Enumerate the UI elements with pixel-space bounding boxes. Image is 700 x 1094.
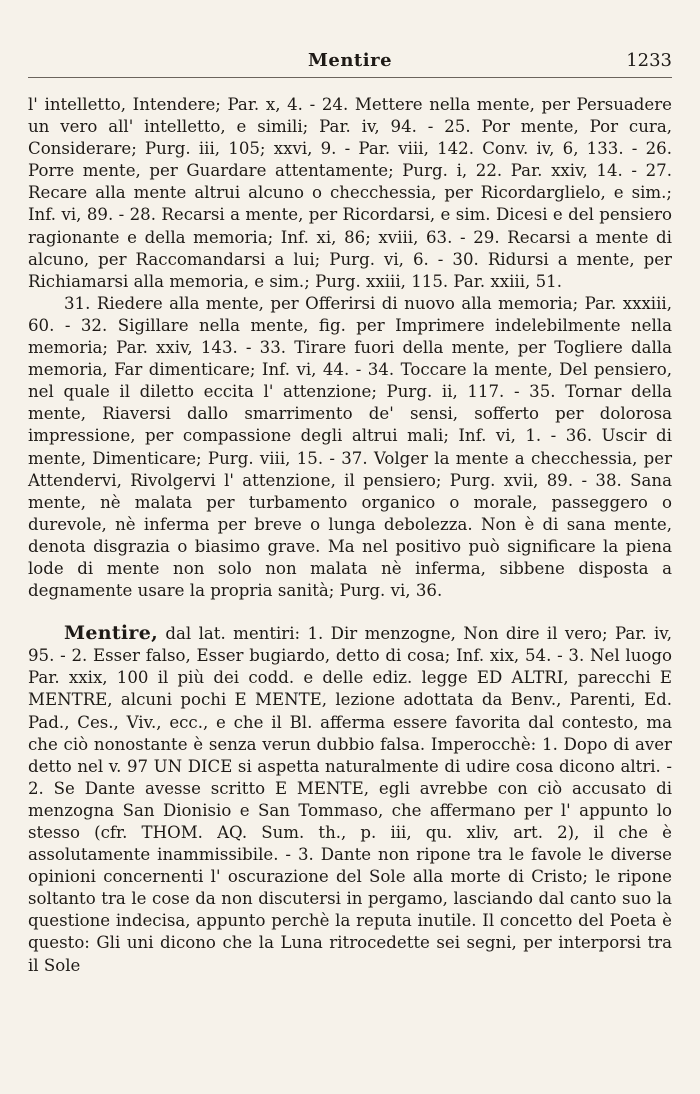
page-number: 1233 (626, 50, 672, 71)
page-header (28, 50, 672, 72)
mentire-entry (28, 622, 672, 977)
header-rule (28, 77, 672, 78)
page-body (28, 94, 672, 977)
mentire-definition: dal lat. mentiri: 1. Dir menzogne, Non dire il vero; Par. iv, 95. - 2. Esser falso, Esser bugiardo, detto di cosa; Inf. xix, 54. - 3. Nel luogo Par. xxix, 100 il più dei codd. e delle ediz. legge ED ALTRI, parecchi E MENTRE, alcuni pochi E MENTE, lezione adottata da Benv., Parenti, Ed. Pad., Ces., Viv., ecc., e che il Bl. afferma essere favorita dal contesto, ma che ciò nonostante è senza verun dubbio falsa. Imperocchè: 1. Dopo di aver detto nel v. 97 UN DICE si aspetta naturalmente di udire cosa dicono altri. - 2. Se Dante avesse scritto E MENTE, egli avrebbe con ciò accusato di menzogna San Dionisio e San Tommaso, che affermano per l' appunto lo stesso (cfr. THOM. AQ. Sum. th., p. iii, qu. xliv, art. 2), il che è assolutamente inammissibile. - 3. Dante non ripone tra le favole le diverse opinioni concernenti l' oscurazione del Sole alla morte di Cristo; le ripone soltanto tra le cose da non discutersi in pergamo, lasciando dal canto suo la questione indecisa, appunto perchè la reputa inutile. Il concetto del Poeta è questo: Gli uni dicono che la Luna ritrocedette sei segni, per interporsi tra il Sole (28, 624, 672, 975)
entry-separator (28, 602, 672, 622)
entry-headword: Mentire, (64, 622, 159, 645)
mente-continuation-paragraph: l' intelletto, Intendere; Par. x, 4. - 24. Mettere nella mente, per Persuadere un vero all' intelletto, e simili; Par. iv, 94. - 25. Por mente, Por cura, Considerare; Purg. iii, 105; xxvi, 9. - Par. viii, 142. Conv. iv, 6, 133. - 26. Porre mente, per Guardare attentamente; Purg. i, 22. Par. xxiv, 14. - 27. Recare alla mente altrui alcuno o checchessia, per Ricordarglielo, e sim.; Inf. vi, 89. - 28. Recarsi a mente, per Ricordarsi, e sim. Dicesi e del pensiero ragionante e della memoria; Inf. xi, 86; xviii, 63. - 29. Recarsi a mente di alcuno, per Raccomandarsi a lui; Purg. vi, 6. - 30. Ridursi a mente, per Richiamarsi alla memoria, e sim.; Purg. xxiii, 115. Par. xxiii, 51. (28, 95, 672, 291)
mente-senses-paragraph: 31. Riedere alla mente, per Offerirsi di nuovo alla memoria; Par. xxxiii, 60. - 32. Sigillare nella mente, fig. per Imprimere indelebilmente nella memoria; Par. xxiv, 143. - 33. Tirare fuori della mente, per Togliere dalla memoria, Far dimenticare; Inf. vi, 44. - 34. Toccare la mente, Del pensiero, nel quale il diletto eccita l' attenzione; Purg. ii, 117. - 35. Tornar della mente, Riaversi dallo smarrimento de' sensi, sofferto per dolorosa impressione, per compassione degli altrui mali; Inf. vi, 1. - 36. Uscir di mente, Dimenticare; Purg. viii, 15. - 37. Volger la mente a checchessia, per Attendervi, Rivolgervi l' attenzione, il pensiero; Purg. xvii, 89. - 38. Sana mente, nè malata per turbamento organico o morale, passeggero o durevole, nè inferma per breve o lunga debolezza. Non è di sana mente, denota disgrazia o biasimo grave. Ma nel positivo può significare la piena lode di mente non solo non malata nè inferma, sibbene disposta a degnamente usare la propria sanità; Purg. vi, 36. (28, 293, 672, 601)
running-title: Mentire (307, 50, 393, 71)
